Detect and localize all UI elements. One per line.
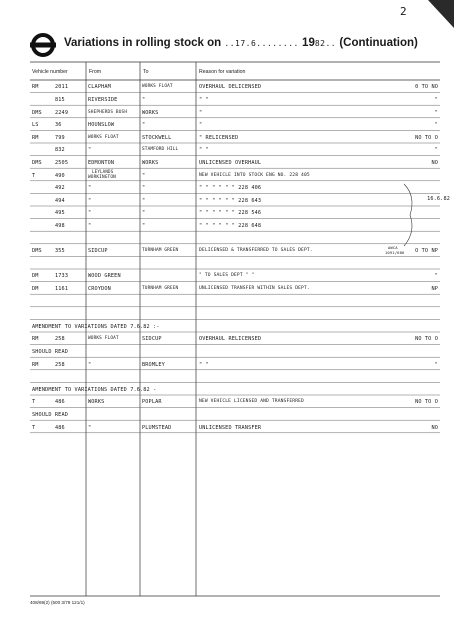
vehicle-number: 815 xyxy=(55,97,65,103)
reason-for-variation: OVERHAUL DELICENSED xyxy=(199,84,262,91)
vehicle-number: 355 xyxy=(55,248,65,255)
reason-for-variation: " " " " " " 228 546 xyxy=(199,210,262,217)
vehicle-number: 1733 xyxy=(55,273,69,280)
to-depot: " xyxy=(142,210,146,217)
reason-for-variation: UNLICENSED TRANSFER WITHIN SALES DEPT. xyxy=(199,286,310,291)
vehicle-type: T xyxy=(32,399,36,406)
vehicle-number: 1161 xyxy=(55,286,69,292)
page-number: 2 xyxy=(400,5,407,18)
to-depot: WORKS xyxy=(142,160,159,166)
vehicle-type: LS xyxy=(32,122,39,129)
vehicle-type: DMS xyxy=(32,109,42,116)
from-depot: WOOD GREEN xyxy=(88,273,121,280)
vehicle-number: 832 xyxy=(55,147,65,154)
from-depot: WORKS FLOAT xyxy=(88,134,119,140)
reason-for-variation: " xyxy=(199,109,203,116)
to-depot: STOCKWELL xyxy=(142,134,172,141)
licence-status: " xyxy=(434,97,438,103)
vehicle-number: 492 xyxy=(55,185,65,192)
from-depot: RIVERSIDE xyxy=(88,97,118,103)
to-depot: POPLAR xyxy=(142,399,162,406)
form-reference: 408/69(2) (500 3/79 121/1) xyxy=(30,600,85,605)
from-depot: CROYDON xyxy=(88,286,111,292)
from-depot: " xyxy=(88,424,92,431)
to-depot: " xyxy=(142,122,146,129)
reason-for-variation: " xyxy=(199,122,203,129)
reason-for-variation: NEW VEHICLE INTO STOCK ENG NO. 228 405 xyxy=(199,172,310,178)
column-header-reason: Reason for variation xyxy=(199,69,246,75)
to-depot: STAMFORD HILL xyxy=(142,147,179,153)
vehicle-type: RM xyxy=(32,84,39,91)
vehicle-number: 799 xyxy=(55,134,65,141)
reason-for-variation: DELICENSED & TRANSFERRED TO SALES DEPT. xyxy=(199,248,313,254)
row-note: SHOULD READ xyxy=(32,349,69,355)
licence-status: NO TO O xyxy=(415,336,438,343)
title-prefix: Variations in rolling stock on xyxy=(64,37,222,49)
vehicle-type: DMS xyxy=(32,248,42,255)
licence-status: " xyxy=(434,273,438,280)
licence-status: " xyxy=(434,109,438,116)
to-depot: " xyxy=(142,172,146,179)
vehicle-number: 490 xyxy=(55,172,65,179)
vehicle-type: RM xyxy=(32,336,39,343)
reason-for-variation: " " xyxy=(199,361,209,368)
reason-for-variation: UNLICENSED TRANSFER xyxy=(199,424,262,431)
from-depot: " xyxy=(88,197,92,204)
reason-for-variation: " RELICENSED xyxy=(199,134,239,141)
licence-status: NO TO O xyxy=(415,134,438,141)
vehicle-number: 258 xyxy=(55,361,65,368)
column-header-vehicle-number: Vehicle number xyxy=(32,69,68,75)
from-depot: " xyxy=(88,223,92,229)
reason-for-variation: " " " " " " 228 643 xyxy=(199,197,262,204)
reason-for-variation: OVERHAUL RELICENSED xyxy=(199,336,262,343)
vehicle-number: 258 xyxy=(55,336,65,343)
vehicle-number: 486 xyxy=(55,399,65,406)
from-depot: " xyxy=(88,361,92,368)
vehicle-type: DM xyxy=(32,273,39,280)
licence-status: NO TO O xyxy=(415,399,438,406)
licence-status: NO xyxy=(431,424,438,431)
row-note: AMENDMENT TO VARIATIONS DATED 7.6.82 - xyxy=(32,386,157,393)
to-depot: " xyxy=(142,97,146,103)
from-depot: SHEPHERDS BUSH xyxy=(88,109,128,115)
title-year: 82.. xyxy=(314,39,337,48)
from-depot: SIDCUP xyxy=(88,248,108,255)
vehicle-number: 2249 xyxy=(55,109,69,116)
vehicle-number: 498 xyxy=(55,223,65,229)
licence-status: " xyxy=(434,147,438,154)
reason-for-variation: " " xyxy=(199,147,209,154)
note-reference-line1: AWCA xyxy=(388,244,398,250)
from-depot: WORKINGTON xyxy=(88,175,116,181)
licence-status: NP xyxy=(431,286,438,292)
title-date: ..17.6........ xyxy=(224,39,299,48)
from-depot: " xyxy=(88,210,92,217)
reason-for-variation: " " xyxy=(199,97,209,103)
vehicle-number: 494 xyxy=(55,197,65,204)
from-depot: EDMONTON xyxy=(88,160,115,166)
vehicle-number: 2505 xyxy=(55,160,69,166)
row-note: SHOULD READ xyxy=(32,412,69,418)
reason-for-variation: " " " " " " 228 406 xyxy=(199,185,262,192)
licence-status: " xyxy=(434,122,438,129)
reason-for-variation: UNLICENSED OVERHAUL xyxy=(199,160,262,166)
reason-for-variation: " " " " " " 228 648 xyxy=(199,223,262,229)
from-depot: " xyxy=(88,147,92,154)
from-depot: WORKS xyxy=(88,399,105,406)
from-depot: " xyxy=(88,185,92,192)
title-year-prefix: 19 xyxy=(302,37,315,49)
reason-for-variation: NEW VEHICLE LICENSED AND TRANSFERRED xyxy=(199,399,304,405)
from-depot: CLAPHAM xyxy=(88,84,111,91)
to-depot: " xyxy=(142,197,146,204)
licence-status: 0 TO NO xyxy=(415,84,438,91)
to-depot: SIDCUP xyxy=(142,336,162,343)
vehicle-type: RM xyxy=(32,361,39,368)
vehicle-type: T xyxy=(32,424,36,431)
vehicle-type: DMS xyxy=(32,160,42,166)
row-note: AMENDMENT TO VARIATIONS DATED 7.6.82 :- xyxy=(32,323,160,330)
column-header-from: From xyxy=(89,69,102,75)
vehicle-number: 495 xyxy=(55,210,65,217)
licence-status: 16.6.82 xyxy=(427,195,450,202)
to-depot: WORKS xyxy=(142,109,159,116)
note-reference: 1091/686 xyxy=(385,249,405,255)
licence-status: O TO NP xyxy=(415,248,438,255)
to-depot: TURNHAM GREEN xyxy=(142,286,179,291)
from-depot: WORKS FLOAT xyxy=(88,336,119,342)
licence-status: NO xyxy=(431,160,438,166)
reason-for-variation: " TO SALES DEPT " " xyxy=(199,273,255,279)
from-depot: HOUNSLOW xyxy=(88,122,115,129)
title-continuation: (Continuation) xyxy=(339,37,418,49)
to-depot: PLUMSTEAD xyxy=(142,424,172,431)
to-depot: WORKS FLOAT xyxy=(142,84,173,90)
to-depot: BROMLEY xyxy=(142,361,165,368)
to-depot: " xyxy=(142,223,146,229)
from-depot-line1: LEYLANDS xyxy=(92,169,114,175)
vehicle-type: DM xyxy=(32,286,39,292)
to-depot: " xyxy=(142,185,146,192)
vehicle-type: T xyxy=(32,172,36,179)
vehicle-number: 2011 xyxy=(55,84,69,91)
vehicle-number: 36 xyxy=(55,122,62,129)
vehicle-type: RM xyxy=(32,134,39,141)
column-header-to: To xyxy=(143,69,149,75)
to-depot: TURNHAM GREEN xyxy=(142,248,179,254)
licence-status: " xyxy=(434,361,438,368)
vehicle-number: 486 xyxy=(55,424,65,431)
